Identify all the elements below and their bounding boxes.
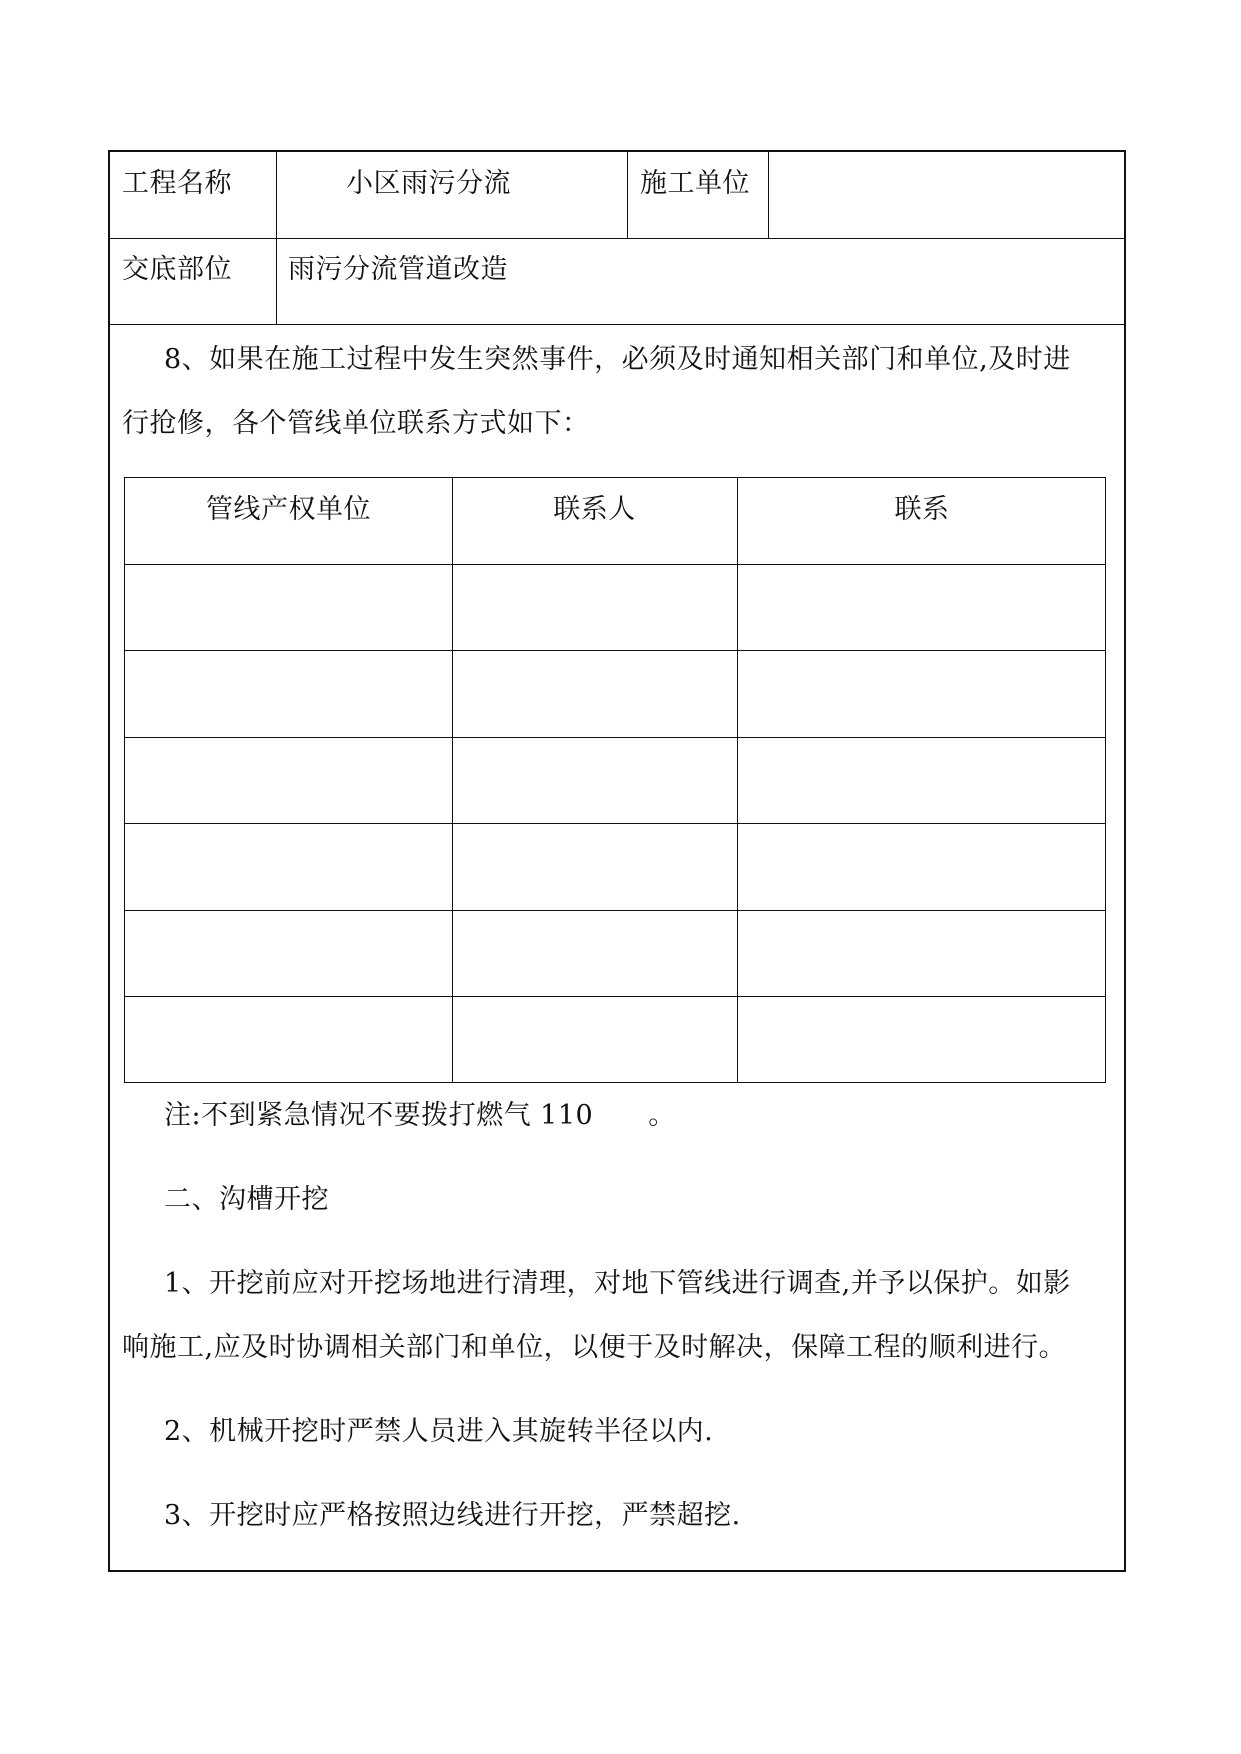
table-cell [737, 564, 1107, 650]
table-cell [737, 996, 1107, 1082]
table-cell [737, 650, 1107, 736]
project-name-label: 工程名称 [122, 168, 232, 199]
disclosure-label: 交底部位 [122, 254, 232, 285]
table-cell [737, 910, 1107, 996]
contractor-label: 施工单位 [640, 168, 750, 199]
table-cell [125, 564, 452, 650]
table-cell [452, 650, 737, 736]
table-cell [125, 823, 452, 909]
table-cell [452, 910, 737, 996]
label-column-divider [276, 152, 277, 324]
table-cell [125, 737, 452, 823]
section2-title: 二、沟槽开挖 [164, 1184, 329, 1215]
disclosure-form [108, 150, 1126, 1572]
table-cell [737, 823, 1107, 909]
table-cell [452, 823, 737, 909]
note-text: 注:不到紧急情况不要拨打燃气 110 。 [164, 1100, 676, 1131]
column-header-owner-unit: 管线产权单位 [206, 494, 371, 525]
item1-line2: 响施工,应及时协调相关部门和单位，以便于及时解决，保障工程的顺利进行。 [122, 1332, 1067, 1363]
table-cell [125, 996, 452, 1082]
contact-table [124, 477, 1106, 1083]
table-cell [452, 737, 737, 823]
item2-text: 2、机械开挖时严禁人员进入其旋转半径以内. [164, 1416, 714, 1447]
project-name-value: 小区雨污分流 [346, 168, 511, 199]
header-bottom-divider [110, 324, 1124, 325]
table-cell [125, 910, 452, 996]
column-header-contact: 联系 [894, 494, 950, 525]
disclosure-value: 雨污分流管道改造 [288, 254, 508, 285]
header-row-divider [110, 238, 1124, 239]
contractor-value-left-divider [768, 152, 769, 238]
table-cell [452, 996, 737, 1082]
item1-line1: 1、开挖前应对开挖场地进行清理，对地下管线进行调查,并予以保护。如影 [164, 1268, 1071, 1299]
para8-line2: 行抢修，各个管线单位联系方式如下： [122, 408, 590, 439]
table-cell [452, 564, 737, 650]
table-cell [737, 737, 1107, 823]
para8-line1: 8、如果在施工过程中发生突然事件，必须及时通知相关部门和单位,及时进 [164, 344, 1071, 375]
item3-text: 3、开挖时应严格按照边线进行开挖，严禁超挖. [164, 1500, 741, 1531]
column-header-contact-person: 联系人 [553, 494, 636, 525]
table-cell [125, 650, 452, 736]
contractor-label-left-divider [627, 152, 628, 238]
